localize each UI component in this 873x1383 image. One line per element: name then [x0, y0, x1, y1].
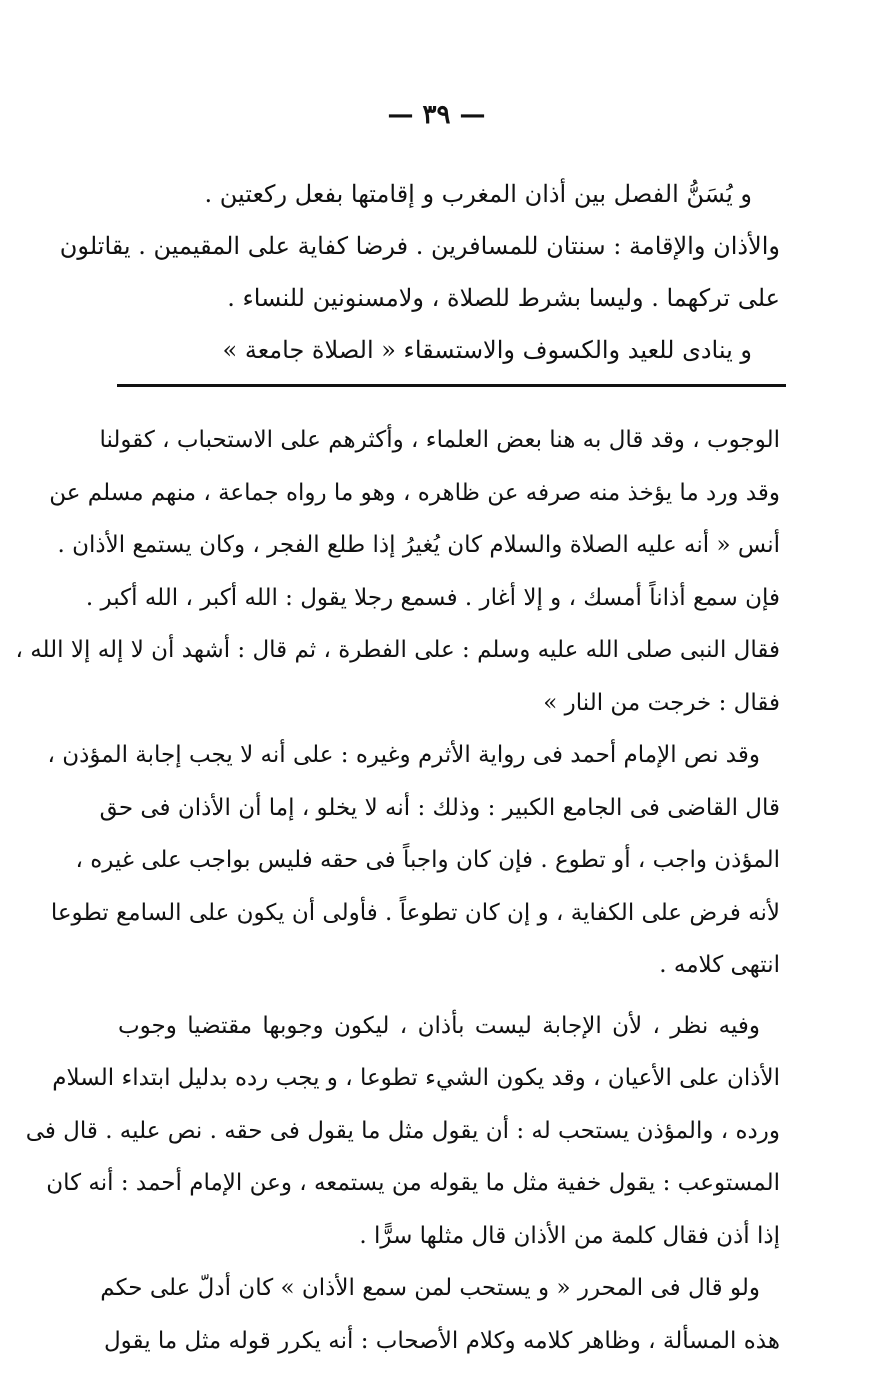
footnote-line: فقال : خرجت من النار » [543, 689, 780, 716]
footnote-line: فقال النبى صلى الله عليه وسلم : على الفطرة ، ثم قال : أشهد أن لا إله إلا الله ، [15, 637, 780, 663]
main-line: على تركهما . وليسا بشرط للصلاة ، ولامسنونين للنساء . [227, 284, 780, 312]
footnote-line: إذا أذن فقال كلمة من الأذان قال مثلها سرًّا . [359, 1222, 780, 1249]
footnote-line: ولو قال فى المحرر « و يستحب لمن سمع الأذان » كان أدلّ على حكم [100, 1275, 760, 1301]
margin-mark [814, 140, 818, 154]
footnote-line: وقد ورد ما يؤخذ منه صرفه عن ظاهره ، وهو ما رواه جماعة ، منهم مسلم عن [49, 479, 780, 506]
footnote-line: وفيه نظر ، لأن الإجابة ليست بأذان ، ليكون وجوبها مقتضيا وجوب [118, 1012, 760, 1039]
main-line: و ينادى للعيد والكسوف والاستسقاء « الصلاة جامعة » [222, 336, 752, 364]
footnote-line: لأنه فرض على الكفاية ، و إن كان تطوعاً . فأولى أن يكون على السامع تطوعا [50, 899, 780, 926]
footnote-line: الوجوب ، وقد قال به هنا بعض العلماء ، وأكثرهم على الاستحباب ، كقولنا [99, 427, 780, 453]
footnote-separator [117, 384, 786, 387]
main-line: والأذان والإقامة : سنتان للمسافرين . فرضا كفاية على المقيمين . يقاتلون [59, 232, 780, 260]
page-number: — ٣٩ — [387, 100, 486, 130]
main-line: و يُسَنُّ الفصل بين أذان المغرب و إقامتها بفعل ركعتين . [204, 180, 752, 208]
footnote-line: ورده ، والمؤذن يستحب له : أن يقول مثل ما يقول فى حقه . نص عليه . قال فى [25, 1117, 780, 1144]
footnotes [15, 414, 780, 1367]
footnote-line: المستوعب : يقول خفية مثل ما يقوله من يستمعه ، وعن الإمام أحمد : أنه كان [46, 1170, 780, 1196]
footnote-line: وقد نص الإمام أحمد فى رواية الأثرم وغيره : على أنه لا يجب إجابة المؤذن ، [47, 742, 760, 768]
footnote-line: الأذان على الأعيان ، وقد يكون الشيء تطوعا ، و يجب رده بدليل ابتداء السلام [52, 1065, 780, 1091]
main-text [59, 168, 780, 376]
footnote-line: أنس « أنه عليه الصلاة والسلام كان يُغيرُ إذا طلع الفجر ، وكان يستمع الأذان . [57, 532, 780, 558]
footnote-line: المؤذن واجب ، أو تطوع . فإن كان واجباً فى حقه فليس بواجب على غيره ، [75, 847, 780, 873]
footnote-line: فإن سمع أذاناً أمسك ، و إلا أغار . فسمع رجلا يقول : الله أكبر ، الله أكبر . [85, 584, 780, 611]
footnote-line: قال القاضى فى الجامع الكبير : وذلك : أنه لا يخلو ، إما أن الأذان فى حق [99, 794, 780, 821]
footnote-line: انتهى كلامه . [659, 952, 780, 978]
footnote-line: هذه المسألة ، وظاهر كلامه وكلام الأصحاب : أنه يكرر قوله مثل ما يقول [103, 1327, 780, 1354]
